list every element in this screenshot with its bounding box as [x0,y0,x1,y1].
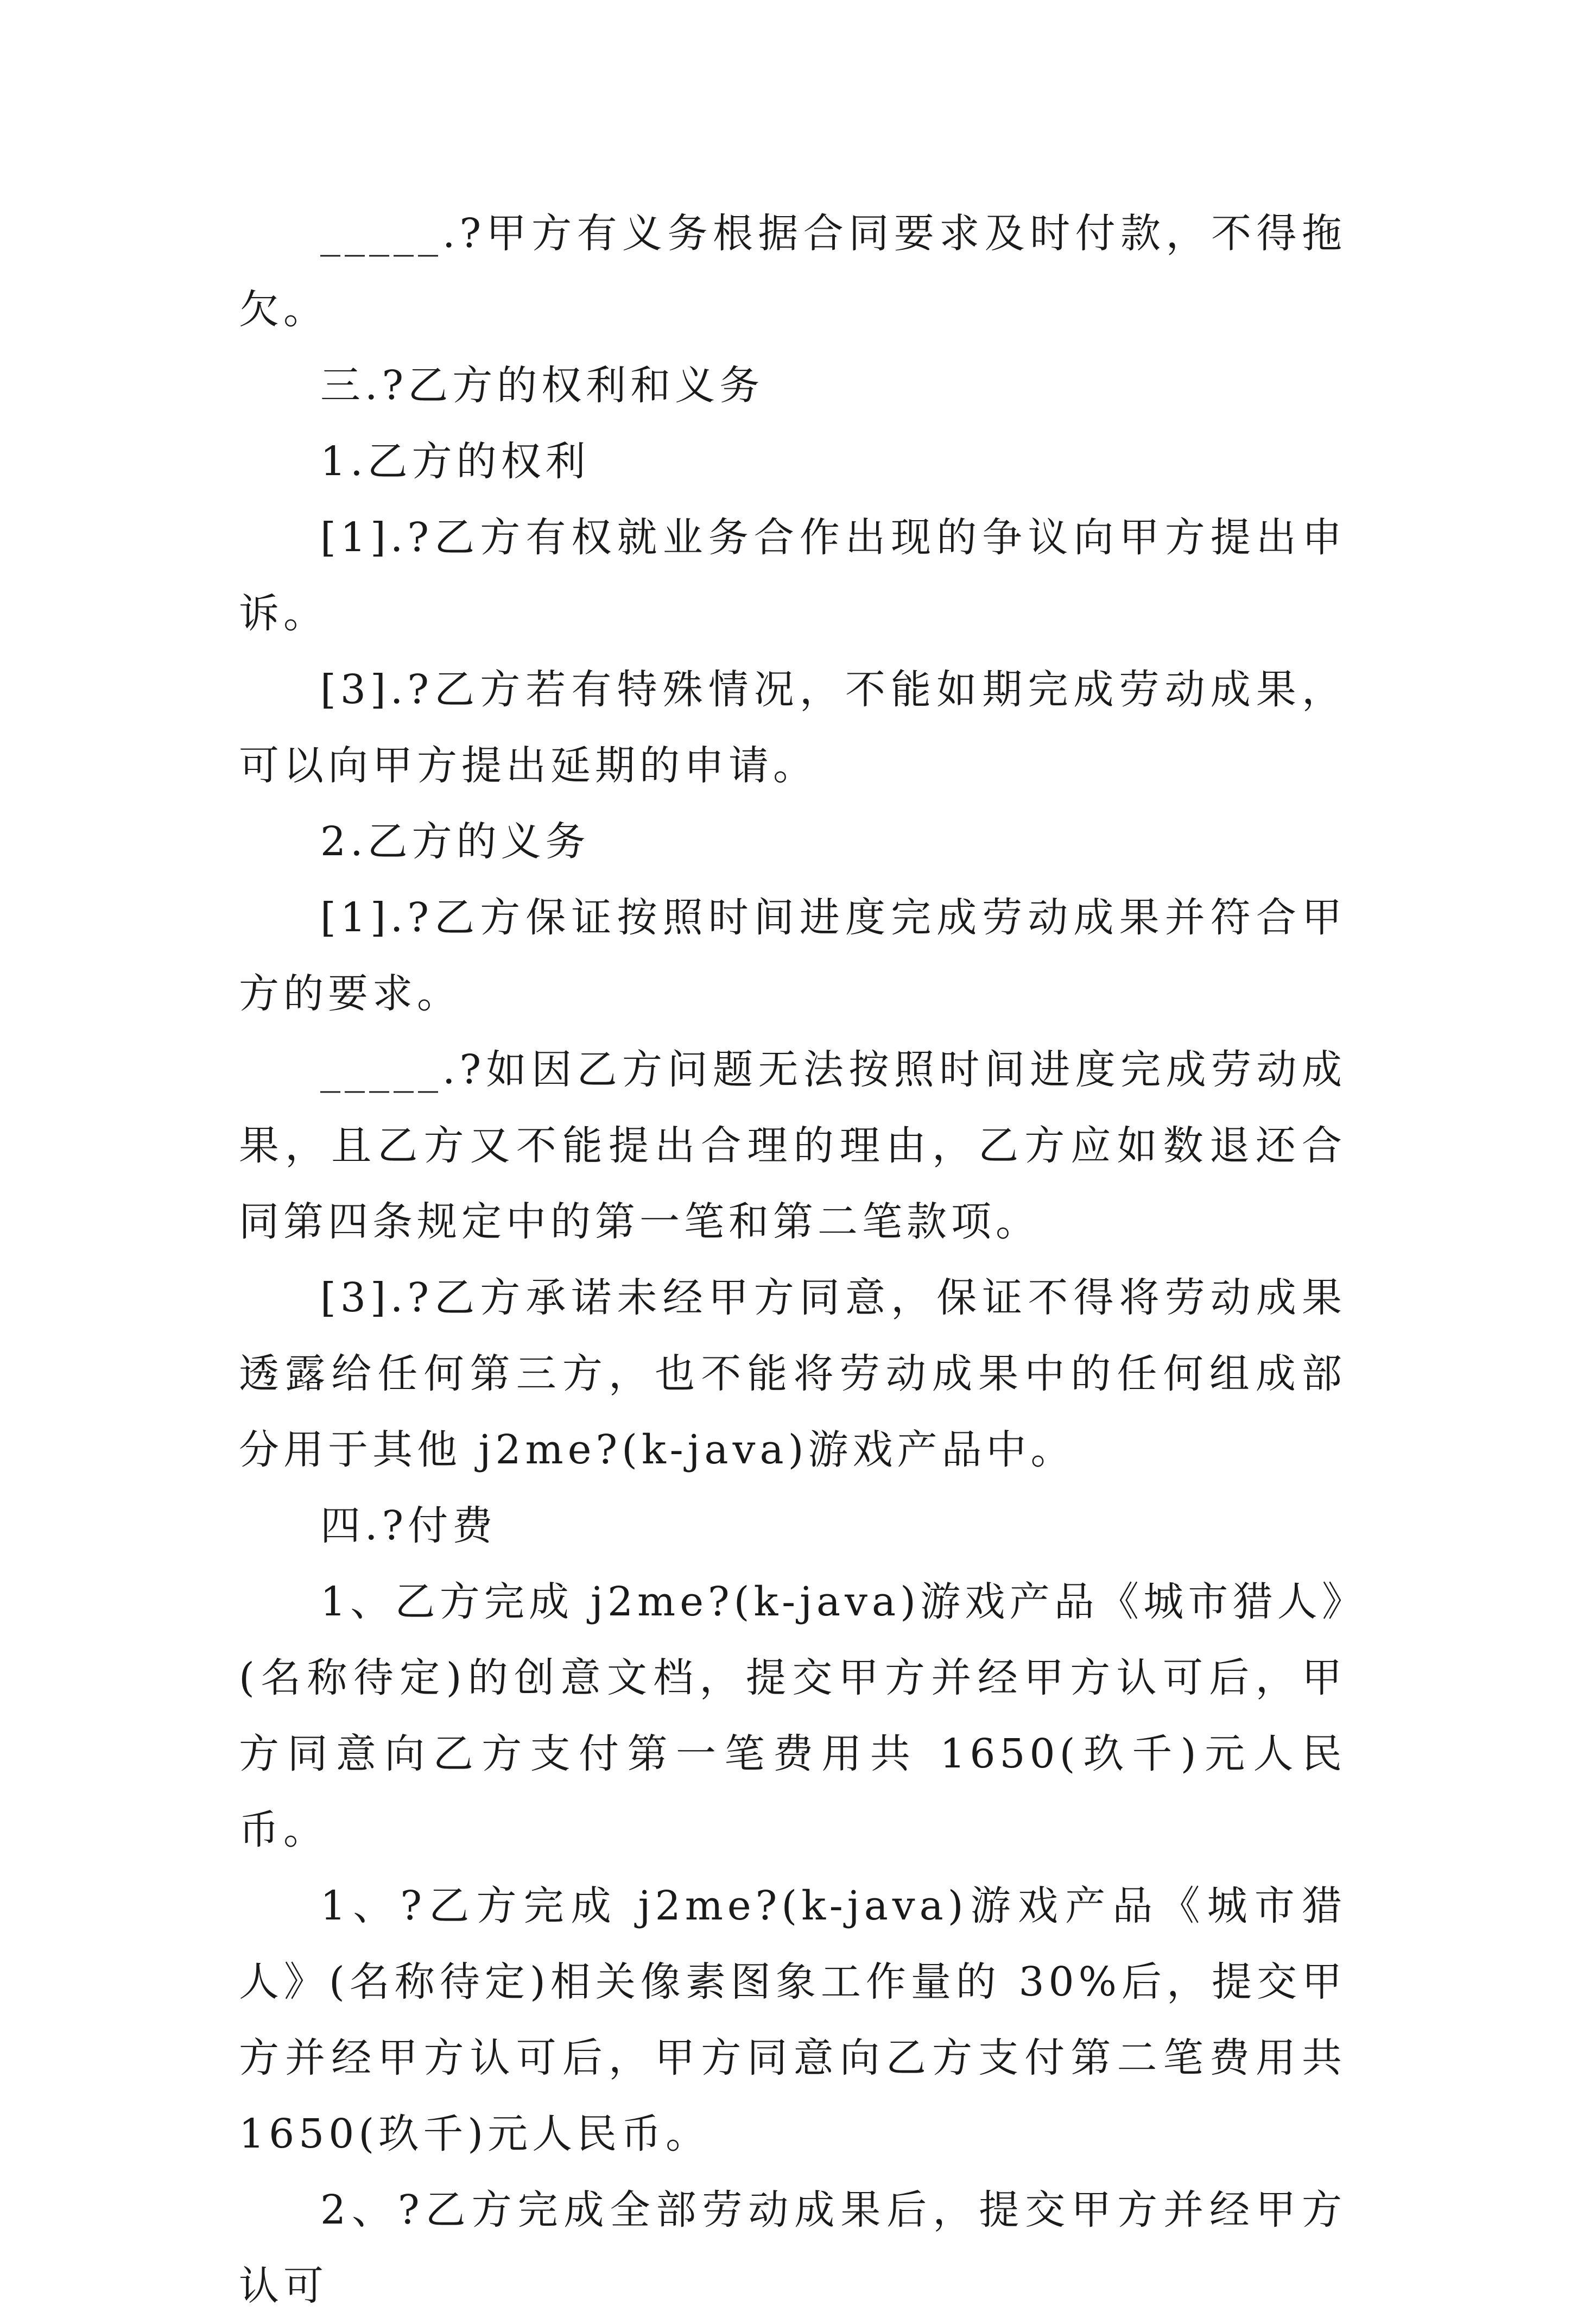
subheading-party-b-obligations: 2.乙方的义务 [320,818,590,865]
paragraph-payment-final: 2、?乙方完成全部劳动成果后，提交甲方并经甲方认可 [239,2187,1346,2309]
paragraph-payment-first: 1、乙方完成 j2me?(k-java)游戏产品《城市猎人》(名称待定)的创意文档，提交甲方并经甲方认可后，甲方同意向乙方支付第一笔费用共 1650(玖千)元人民币。 [239,1578,1346,1853]
section-heading-party-b-rights: 三.?乙方的权利和义务 [320,362,764,409]
paragraph-right-appeal: [1].?乙方有权就业务合作出现的争议向甲方提出申诉。 [239,514,1346,637]
paragraph-obligation-schedule: [1].?乙方保证按照时间进度完成劳动成果并符合甲方的要求。 [239,894,1346,1017]
paragraph-obligation-confidentiality: [3].?乙方承诺未经甲方同意，保证不得将劳动成果透露给任何第三方，也不能将劳动成果中的任何组成部分用于其他 j2me?(k-java)游戏产品中。 [239,1274,1346,1473]
paragraph-obligation-refund: _____.?如因乙方问题无法按照时间进度完成劳动成果，且乙方又不能提出合理的理由，乙方应如数退还合同第四条规定中的第一笔和第二笔款项。 [239,1046,1346,1245]
section-heading-payment: 四.?付费 [320,1502,497,1549]
document-body [239,195,1364,2324]
subheading-party-b-rights: 1.乙方的权利 [320,438,590,485]
paragraph-right-extension: [3].?乙方若有特殊情况，不能如期完成劳动成果，可以向甲方提出延期的申请。 [239,666,1346,789]
paragraph-payment-obligation: _____.?甲方有义务根据合同要求及时付款，不得拖欠。 [239,210,1346,333]
paragraph-payment-second: 1、?乙方完成 j2me?(k-java)游戏产品《城市猎人》(名称待定)相关像素图象工作量的 30%后，提交甲方并经甲方认可后，甲方同意向乙方支付第二笔费用共 1650(玖千)元人民币。 [239,1883,1364,2157]
